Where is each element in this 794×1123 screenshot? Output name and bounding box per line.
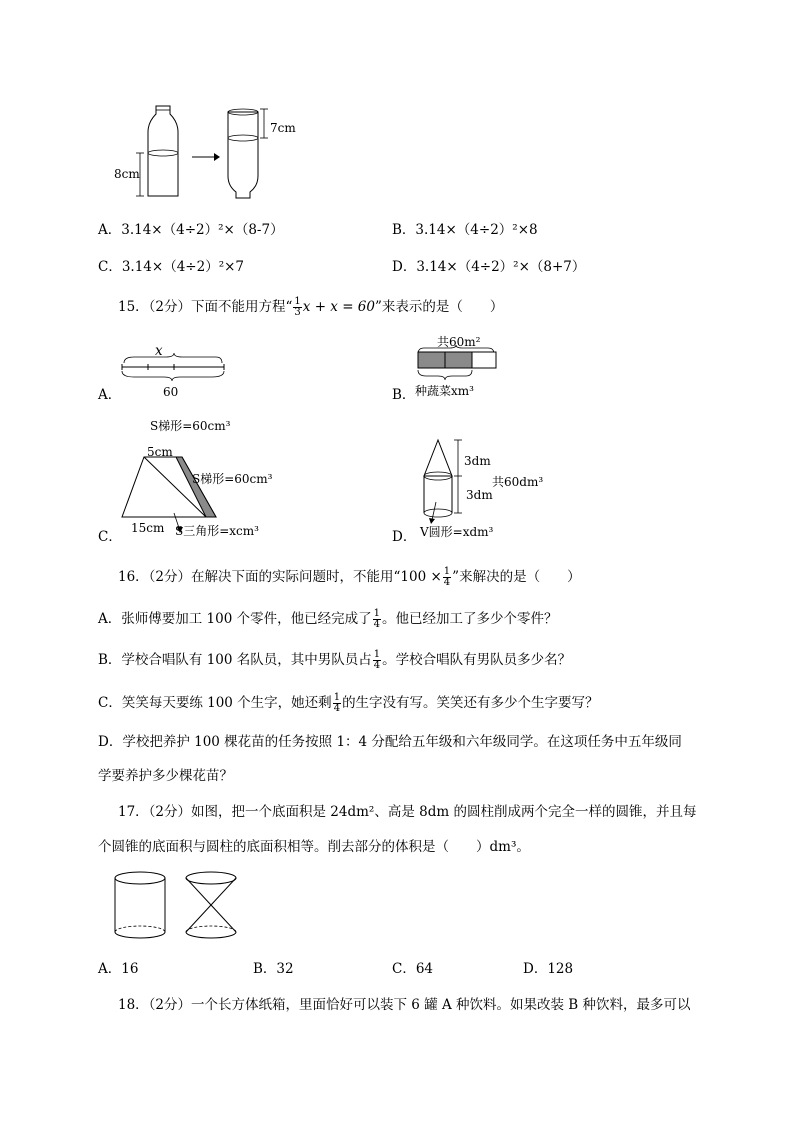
q15-fraction: [293, 297, 301, 318]
q18-stem-line1: 18．（2分）一个长方体纸箱，里面恰好可以装下 6 罐 A 种饮料。如果改装 B 种饮料，最多可以: [118, 997, 691, 1013]
q17-cylinder-figure: [112, 870, 172, 942]
q17-option-c[interactable]: C．64: [392, 961, 434, 977]
q16-option-d-line2[interactable]: 学要养护多少棵花苗？: [98, 768, 233, 784]
q15-a-total-label: 60: [163, 385, 179, 399]
q15-stem: [118, 297, 503, 318]
q15-stem-eq: x + x = 60: [302, 299, 375, 315]
q15-c-bottom-len: 15cm: [131, 521, 165, 535]
q17-option-a[interactable]: A．16: [98, 961, 139, 977]
q17-option-b[interactable]: B．32: [253, 961, 294, 977]
q16-frac-num: 1: [443, 566, 451, 577]
q15-option-d-letter[interactable]: D．: [392, 529, 417, 545]
q14-option-a[interactable]: A．3.14×（4÷2）²×（8-7）: [98, 222, 284, 238]
q15-c-triangle-figure: [120, 455, 220, 525]
q16-a-post: 。他已经加工了多少个零件？: [381, 611, 558, 627]
q15-a-x-label: x: [155, 343, 163, 359]
q16-c-fraction: [333, 693, 341, 714]
q15-stem-pre: 15．（2分）下面不能用方程“: [118, 299, 293, 315]
q15-option-c-letter[interactable]: C．: [98, 529, 122, 545]
q15-d-volume: V圆形=xdm³: [420, 525, 494, 539]
q16-a-fraction: [373, 609, 381, 630]
q16-a-frac-num: 1: [373, 608, 380, 619]
q16-b-frac-num: 1: [373, 649, 381, 660]
q16-stem: [118, 567, 581, 588]
q16-option-d-line1[interactable]: D．学校把养护 100 棵花苗的任务按照 1：4 分配给五年级和六年级同学。在这项任务中五年级同: [98, 734, 682, 750]
q16-b-frac-den: 4: [373, 660, 381, 671]
q17-stem-line1: 17．（2分）如图，把一个底面积是 24dm²、高是 8dm 的圆柱削成两个完全一样的圆锥，并且每: [118, 804, 697, 820]
bottle-figure: [110, 100, 310, 200]
q16-option-b[interactable]: [98, 650, 571, 671]
q15-option-a-letter[interactable]: A．: [98, 387, 122, 403]
q15-frac-num: 1: [294, 296, 301, 307]
q16-b-pre: B．学校合唱队有 100 名队员，其中男队员占: [98, 652, 372, 668]
q15-a-segment-diagram: [120, 355, 230, 385]
q15-d-h1: 3dm: [464, 454, 491, 468]
q16-c-frac-num: 1: [333, 692, 341, 703]
q16-a-pre: A．张师傅要加工 100 个零件，他已经完成了: [98, 611, 372, 627]
q15-option-b-letter[interactable]: B．: [392, 387, 416, 403]
q15-b-top-label: 共60m²: [437, 335, 481, 349]
q17-option-d[interactable]: D．128: [523, 961, 574, 977]
q15-c-s-top: S梯形=60cm³: [150, 419, 231, 433]
q16-frac-den: 4: [443, 577, 451, 588]
q16-stem-post: ”来解决的是（ ）: [452, 569, 581, 585]
height-label-7cm: 7cm: [270, 121, 296, 135]
q15-c-top-len: 5cm: [147, 445, 173, 459]
q15-frac-den: 3: [294, 307, 301, 318]
q16-c-pre: C．笑笑每天要练 100 个生字，她还剩: [98, 695, 332, 711]
q16-fraction: [443, 567, 451, 588]
q16-c-frac-den: 4: [333, 703, 341, 714]
q16-b-fraction: [373, 650, 381, 671]
q16-option-c[interactable]: [98, 693, 599, 714]
q15-c-s-right: S梯形=60cm³: [192, 472, 273, 486]
q15-d-total: 共60dm³: [492, 475, 544, 489]
q16-stem-pre: 16．（2分）在解决下面的实际问题时，不能用“100 ×: [118, 569, 442, 585]
q17-stem-line2: 个圆锥的底面积与圆柱的底面积相等。削去部分的体积是（ ）dm³。: [98, 839, 530, 855]
height-label-8cm: 8cm: [114, 167, 140, 181]
q16-a-frac-den: 4: [373, 619, 380, 630]
q16-c-post: 的生字没有写。笑笑还有多少个生字要写？: [342, 695, 599, 711]
q15-b-bottom-label: 种蔬菜xm³: [415, 384, 474, 398]
q14-option-c[interactable]: C．3.14×（4÷2）²×7: [98, 259, 245, 275]
q15-d-h2: 3dm: [466, 488, 493, 502]
q15-c-s-bottom: S三角形=xcm³: [175, 524, 259, 538]
q17-double-cone-figure: [183, 870, 243, 942]
q14-option-b[interactable]: B．3.14×（4÷2）²×8: [392, 222, 538, 238]
q16-option-a[interactable]: [98, 609, 557, 630]
q15-stem-post: ”来表示的是（ ）: [375, 299, 504, 315]
q14-option-d[interactable]: D．3.14×（4÷2）²×（8+7）: [392, 259, 586, 275]
q16-b-post: 。学校合唱队有男队员多少名？: [382, 652, 572, 668]
